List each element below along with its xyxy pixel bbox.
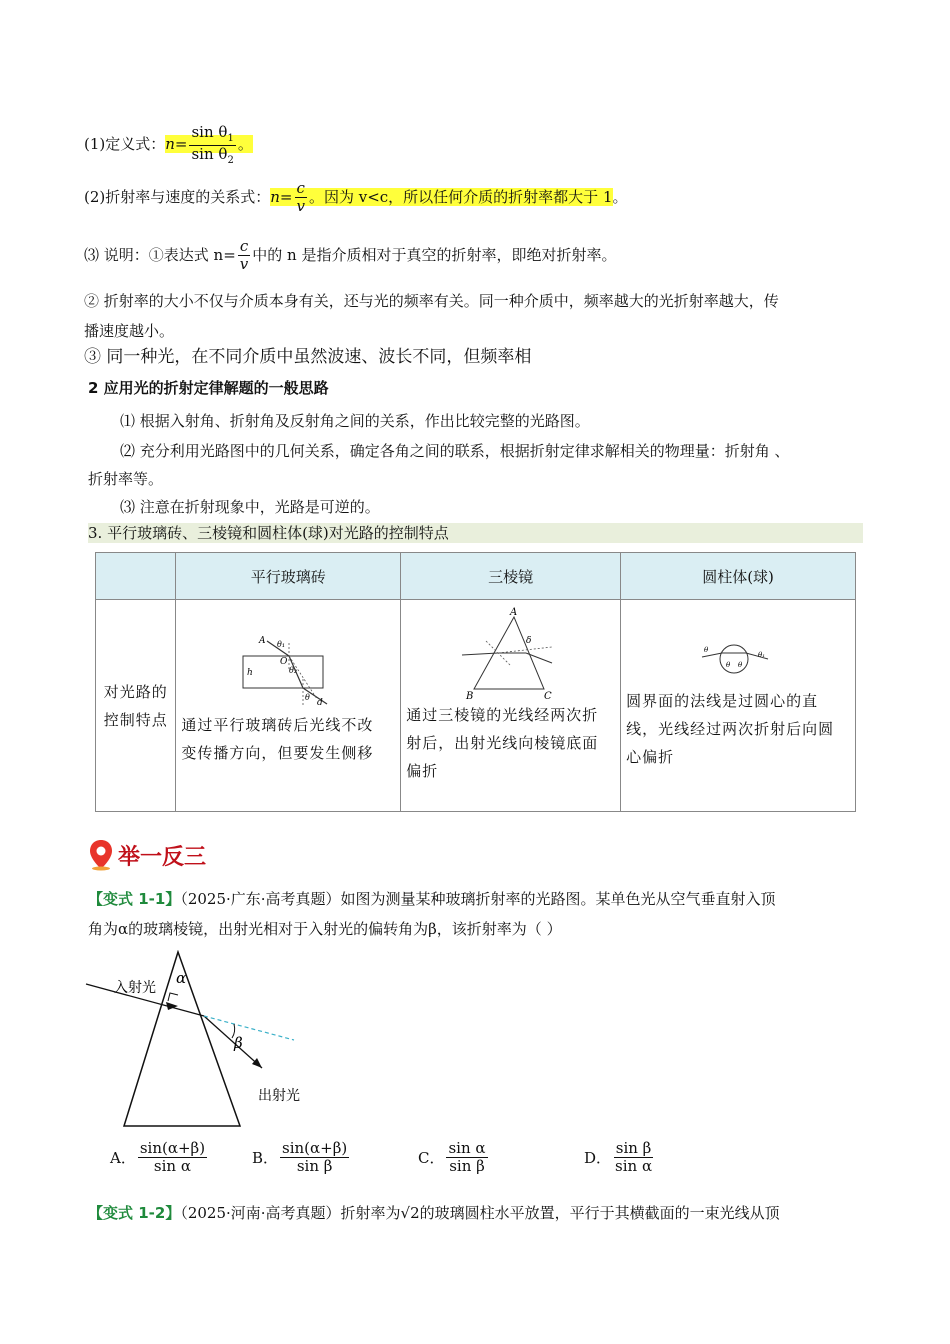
option-fraction — [613, 1140, 654, 1176]
fig-label-alpha: α — [176, 969, 187, 987]
speed-end: 。 — [612, 187, 628, 206]
cylinder-text-line3: 心偏折 — [626, 748, 675, 766]
option-letter: D． — [584, 1149, 612, 1168]
n-equals: n= — [165, 135, 188, 153]
fig1-label-theta1: θ₁ — [277, 640, 286, 649]
frac-den: v — [296, 197, 305, 216]
cylinder-cell — [621, 600, 856, 812]
table-header-cell — [96, 553, 176, 600]
cylinder-diagram — [622, 601, 852, 687]
frac-den: sin α — [615, 1157, 653, 1176]
definition-label: (1)定义式： — [84, 135, 166, 153]
fig-label-beta: β — [234, 1034, 243, 1052]
fig1-label-d: d — [317, 698, 324, 708]
speed-fraction — [294, 180, 306, 216]
fig2-label-B: B — [466, 691, 474, 701]
location-pin-icon — [88, 839, 114, 871]
section2-p3: ⑶ 注意在折射现象中，光路是可逆的。 — [120, 498, 380, 516]
option-c[interactable] — [418, 1140, 490, 1176]
fig1-label-theta2: θ₂ — [289, 666, 298, 675]
n-equals: n= — [270, 187, 293, 206]
fig1-label-h: h — [247, 668, 254, 678]
table-header-row — [96, 553, 856, 600]
fig3-label-4: θ₁ — [758, 651, 766, 659]
fig1-label-theta: θ — [305, 693, 311, 702]
option-letter: C． — [418, 1149, 445, 1168]
frac-num: sin(α+β) — [282, 1139, 348, 1157]
frac-den: v — [239, 255, 249, 274]
fig-label-incident: 入射光 — [114, 981, 156, 996]
table-row — [96, 600, 856, 812]
frac-num: sin α — [448, 1139, 486, 1157]
variant2-tag: 【变式 1-2】 — [88, 1204, 181, 1222]
prism-cell — [401, 600, 621, 812]
section2-p1: ⑴ 根据入射角、折射角及反射角之间的关系，作出比较完整的光路图。 — [120, 412, 590, 430]
example-title: 举一反三 — [118, 844, 207, 870]
option-fraction — [138, 1140, 207, 1176]
prism-text-line1: 通过三棱镜的光线经两次折 — [406, 706, 599, 724]
fig2-label-C: C — [544, 691, 552, 701]
section3-title: 3. 平行玻璃砖、三棱镜和圆柱体(球)对光路的控制特点 — [88, 523, 863, 543]
frac-den: sin β — [449, 1157, 485, 1176]
glass-brick-diagram — [177, 601, 397, 711]
frac-num: c — [296, 179, 305, 197]
fig2-label-delta: δ — [526, 636, 532, 646]
frac-num-sub: 1 — [227, 133, 234, 144]
section2-title: 2 应用光的折射定律解题的一般思路 — [88, 379, 329, 397]
frac-num: sin(α+β) — [139, 1139, 206, 1157]
frac-den: sin β — [296, 1157, 333, 1176]
definition-end: 。 — [237, 135, 253, 153]
note3: ③ 同一种光，在不同介质中虽然波速、波长不同，但频率相 — [84, 347, 532, 367]
note-label: ⑶ 说明：①表达式 n= — [84, 245, 236, 264]
variant1-line1 — [88, 884, 776, 914]
frac-num: sin β — [615, 1139, 652, 1157]
note2-line2: 播速度越小。 — [84, 322, 175, 340]
section2-p2-line1: ⑵ 充分利用光路图中的几何关系，确定各角之间的联系，根据折射定律求解相关的物理量：折射角 、 — [120, 442, 790, 460]
fig2-label-A: A — [510, 607, 518, 618]
option-d[interactable] — [584, 1140, 656, 1176]
option-letter: B． — [252, 1149, 279, 1168]
speed-rest: 。因为 v<c，所以任何介质的折射率都大于 1 — [308, 187, 613, 206]
table-header-cell: 三棱镜 — [401, 553, 621, 600]
control-table — [95, 552, 856, 812]
frac-den: sin θ — [191, 144, 228, 163]
note2 — [84, 286, 779, 346]
row-label-cell — [96, 600, 176, 812]
frac-num: sin θ — [191, 123, 228, 141]
prism-diagram — [402, 601, 618, 701]
fig3-label-2: θ — [726, 661, 731, 669]
prism-text-line3: 偏折 — [406, 762, 439, 780]
variant2-line — [88, 1198, 780, 1228]
speed-line — [84, 180, 628, 216]
variant1-text — [88, 884, 776, 944]
variant1-l1: （2025·广东·高考真题）如图为测量某种玻璃折射率的光路图。某单色光从空气垂直射入顶 — [180, 890, 776, 908]
glass-brick-text-line2: 变传播方向，但要发生侧移 — [181, 744, 374, 762]
frac-den-sub: 2 — [227, 154, 234, 166]
glass-brick-cell — [176, 600, 401, 812]
definition-line — [84, 124, 253, 166]
row-label-line1: 对光路的 — [103, 682, 168, 701]
cylinder-text-line2: 线，光线经过两次折射后向圆 — [626, 720, 835, 738]
option-letter: A． — [110, 1149, 136, 1168]
option-a[interactable] — [110, 1140, 209, 1176]
prism-text-line2: 射后，出射光线向棱镜底面 — [406, 734, 599, 752]
fig3-label-3: θ — [738, 661, 743, 669]
cylinder-text-line1: 圆界面的法线是过圆心的直 — [626, 692, 819, 710]
option-b[interactable] — [252, 1140, 351, 1176]
variant2-text: （2025·河南·高考真题）折射率为√2的玻璃圆柱水平放置，平行于其横截面的一束光线从顶 — [180, 1204, 780, 1222]
definition-fraction — [189, 124, 235, 166]
fig3-label-1: θ — [704, 646, 709, 654]
table-header-cell: 平行玻璃砖 — [176, 553, 401, 600]
variant1-prism-diagram — [84, 950, 304, 1130]
note-line — [84, 238, 616, 274]
note-fraction — [238, 238, 250, 274]
variant1-tag: 【变式 1-1】 — [88, 890, 181, 908]
option-fraction — [446, 1140, 487, 1176]
speed-formula — [270, 179, 613, 216]
note-rest: 中的 n 是指介质相对于真空的折射率，即绝对折射率。 — [252, 245, 617, 264]
fig1-label-O: O — [280, 657, 288, 667]
variant1-line2: 角为α的玻璃棱镜，出射光相对于入射光的偏转角为β，该折射率为（ ） — [88, 920, 562, 938]
example-header — [88, 838, 206, 872]
fig1-label-A: A — [259, 636, 266, 646]
frac-num: c — [239, 237, 249, 255]
option-fraction — [280, 1140, 349, 1176]
speed-label: (2)折射率与速度的关系式： — [84, 187, 271, 206]
glass-brick-text-line1: 通过平行玻璃砖后光线不改 — [181, 716, 374, 734]
frac-den: sin α — [153, 1157, 191, 1176]
note2-line1: ② 折射率的大小不仅与介质本身有关，还与光的频率有关。同一种介质中，频率越大的光折射率越大，传 — [84, 292, 779, 310]
table-header-cell: 圆柱体(球) — [621, 553, 856, 600]
section2-p2-line2: 折射率等。 — [88, 470, 164, 488]
row-label-line2: 控制特点 — [103, 710, 168, 729]
fig-label-exit: 出射光 — [258, 1089, 300, 1104]
